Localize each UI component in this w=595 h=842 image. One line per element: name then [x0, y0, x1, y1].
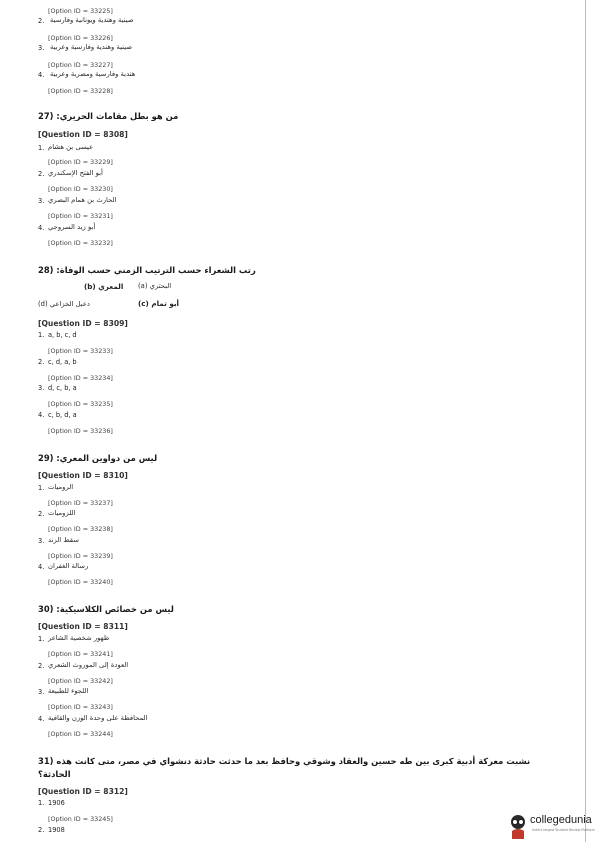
option-text: ظهور شخصية الشاعر	[48, 634, 110, 642]
question-title: رتب الشعراء حسب الترتيب الزمني حسب الوفاة: (28	[38, 265, 256, 275]
option-number: 1.	[38, 144, 45, 152]
question-title: ليس من خصائص الكلاسيكية: (30	[38, 604, 174, 614]
option-text: الحارث بن همام البصري	[48, 196, 117, 204]
option-number: 4.	[38, 71, 45, 79]
option-number: 2.	[38, 510, 45, 518]
option-id: [Option ID = 33241]	[48, 650, 113, 658]
question-title-line1: نشبت معركة أدبية كبرى بين طه حسين والعقاد وشوقي وحافظ بعد ما حدثت حادثة دنشواي في مصر، متى كانت هذه (31	[38, 756, 531, 766]
option-id: [Option ID = 33226]	[48, 34, 113, 42]
option-number: 2.	[38, 17, 45, 25]
option-id: [Option ID = 33233]	[48, 347, 113, 355]
option-number: 2.	[38, 170, 45, 178]
option-text: أبو الفتح الإسكندري	[48, 169, 103, 177]
option-text: رسالة الغفران	[48, 562, 89, 570]
option-id: [Option ID = 33238]	[48, 525, 113, 533]
option-id: [Option ID = 33232]	[48, 239, 113, 247]
option-id: [Option ID = 33230]	[48, 185, 113, 193]
option-text: 1908	[48, 826, 65, 834]
option-text: الروميات	[48, 483, 74, 491]
option-text: صينية وهندية ويونانية وفارسية	[50, 16, 134, 24]
question-title-line2: الحادثة؟	[38, 769, 71, 779]
option-id: [Option ID = 33245]	[48, 815, 113, 823]
question-title: من هو بطل مقامات الحريري: (27	[38, 111, 179, 121]
page-right-rule	[585, 0, 586, 842]
question-item-a: (a) البحتري	[138, 282, 172, 290]
option-id: [Option ID = 33229]	[48, 158, 113, 166]
option-number: 4.	[38, 715, 45, 723]
question-id: [Question ID = 8310]	[38, 471, 128, 480]
option-number: 2.	[38, 826, 45, 834]
option-id: [Option ID = 33239]	[48, 552, 113, 560]
option-number: 2.	[38, 358, 45, 366]
option-number: 1.	[38, 635, 45, 643]
option-text: سقط الزند	[48, 536, 79, 544]
option-text: صينية وهندية وفارسية وعربية	[50, 43, 133, 51]
question-title: ليس من دواوين المعري: (29	[38, 453, 158, 463]
option-text: a, b, c, d	[48, 331, 77, 339]
question-id: [Question ID = 8311]	[38, 622, 128, 631]
question-id: [Question ID = 8312]	[38, 787, 128, 796]
option-text: d, c, b, a	[48, 384, 77, 392]
option-id: [Option ID = 33244]	[48, 730, 113, 738]
option-id: [Option ID = 33225]	[48, 7, 113, 15]
collegedunia-logo[interactable]	[508, 812, 595, 840]
logo-tagline: India's largest Student Review Platform	[532, 828, 595, 832]
mascot-icon	[508, 813, 528, 839]
option-text: هندية وفارسية ومصرية وعربية	[50, 70, 136, 78]
option-number: 3.	[38, 688, 45, 696]
option-number: 3.	[38, 537, 45, 545]
option-text: اللجوء للطبيعة	[48, 687, 89, 695]
question-item-d: (d) دعبل الخزاعي	[38, 300, 90, 308]
option-text: c, b, d, a	[48, 411, 77, 419]
option-number: 4.	[38, 563, 45, 571]
option-id: [Option ID = 33243]	[48, 703, 113, 711]
question-item-c: (c) أبو تمام	[138, 299, 179, 308]
option-text: 1906	[48, 799, 65, 807]
option-number: 1.	[38, 331, 45, 339]
option-text: العودة إلى الموروث الشعري	[48, 661, 129, 669]
option-number: 2.	[38, 662, 45, 670]
question-id: [Question ID = 8309]	[38, 319, 128, 328]
question-item-b: (b) المعري	[84, 282, 124, 291]
option-text: أبو زيد السروجي	[48, 223, 96, 231]
option-number: 1.	[38, 484, 45, 492]
option-number: 4.	[38, 224, 45, 232]
option-text: عيسى بن هشام	[48, 143, 94, 151]
option-id: [Option ID = 33228]	[48, 87, 113, 95]
option-text: المحافظة على وحدة الوزن والقافية	[48, 714, 148, 722]
option-text: اللزوميات	[48, 509, 76, 517]
option-id: [Option ID = 33227]	[48, 61, 113, 69]
option-number: 3.	[38, 384, 45, 392]
option-text: c, d, a, b	[48, 358, 77, 366]
option-id: [Option ID = 33237]	[48, 499, 113, 507]
question-id: [Question ID = 8308]	[38, 130, 128, 139]
option-id: [Option ID = 33242]	[48, 677, 113, 685]
logo-wordmark: collegedunia	[530, 814, 592, 826]
option-number: 3.	[38, 197, 45, 205]
option-number: 4.	[38, 411, 45, 419]
option-number: 3.	[38, 44, 45, 52]
option-id: [Option ID = 33234]	[48, 374, 113, 382]
option-id: [Option ID = 33235]	[48, 400, 113, 408]
option-id: [Option ID = 33231]	[48, 212, 113, 220]
option-id: [Option ID = 33240]	[48, 578, 113, 586]
option-id: [Option ID = 33236]	[48, 427, 113, 435]
option-number: 1.	[38, 799, 45, 807]
